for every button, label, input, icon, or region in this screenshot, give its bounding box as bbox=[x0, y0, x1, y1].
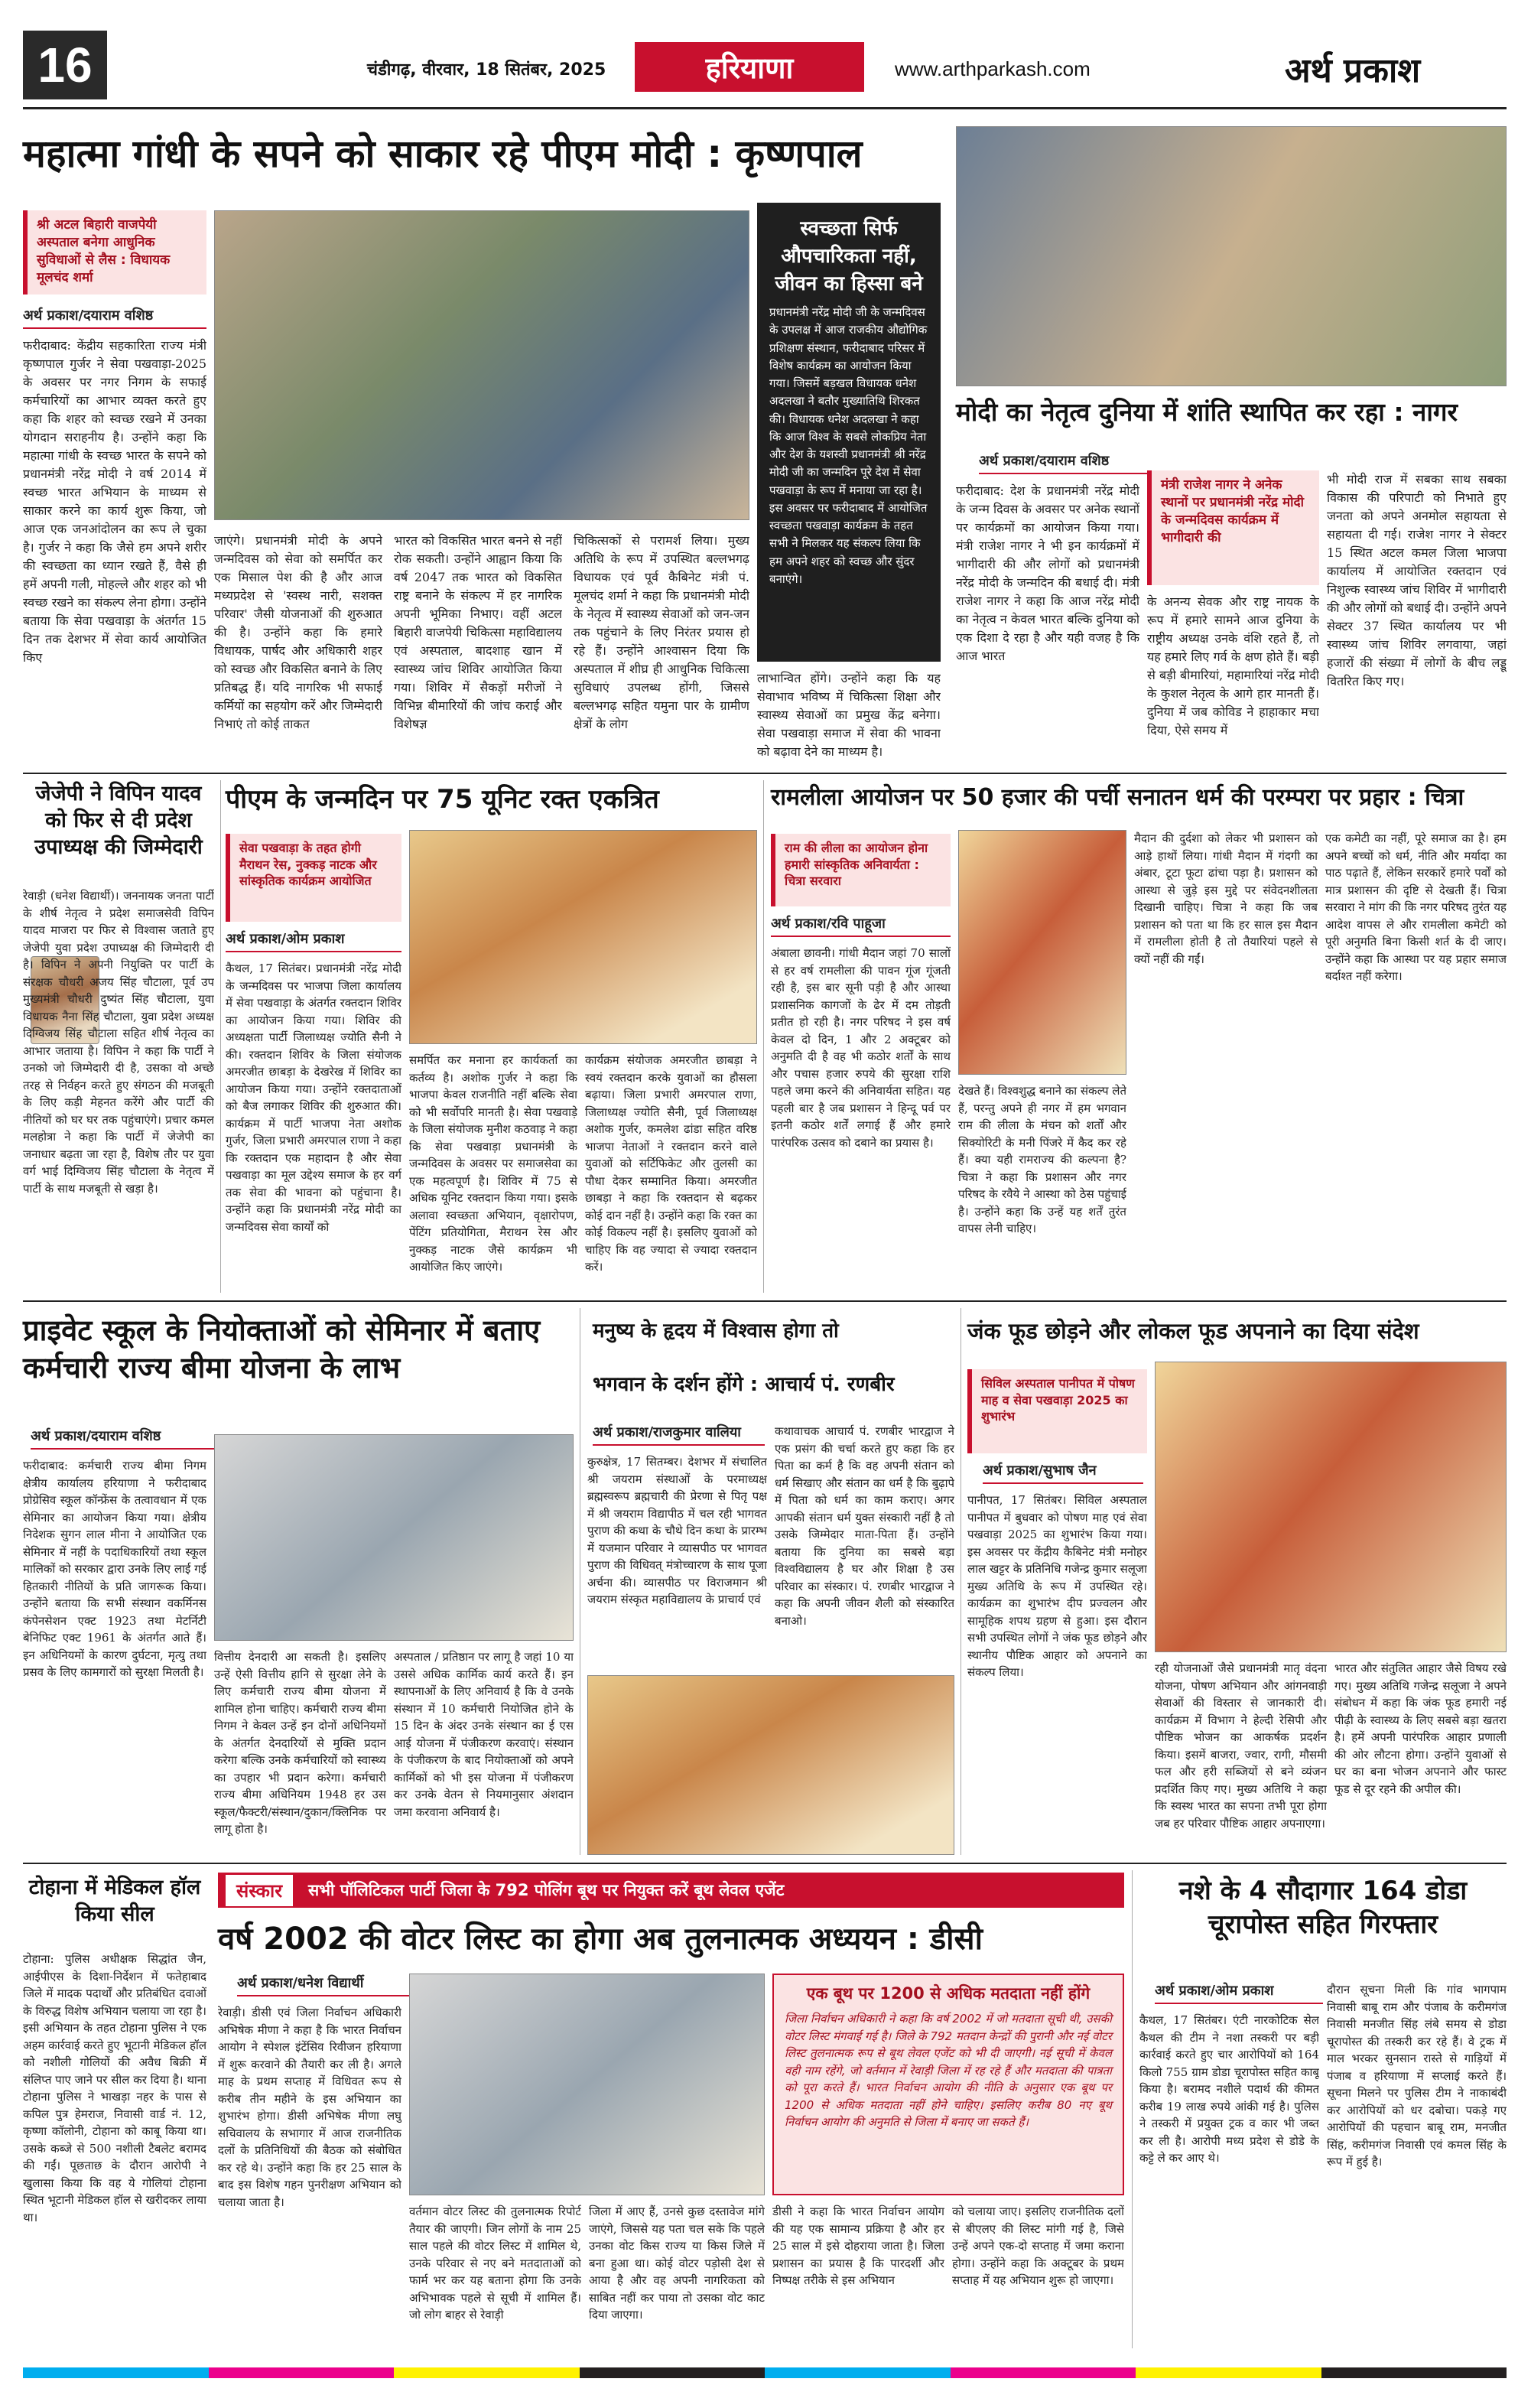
voter-body-col3: जिला में आए हैं, उनसे कुछ दस्तावेज मांगे जाएंगे, जिससे यह पता चल सके कि पहले उनका वोट किस राज्य या किस जिले में बना हुआ था। कोई वोटर पड़ोसी देश से आया है और वह अपनी नागरिकता को साबित नहीं कर पाया तो उसका वोट काट दिया जाएगा। bbox=[589, 2205, 765, 2322]
color-swatch bbox=[951, 2367, 1136, 2378]
col-divider-5 bbox=[1132, 1870, 1133, 2348]
lead-headline: महात्मा गांधी के सपने को साकार रहे पीएम मोदी : कृष्णपाल bbox=[23, 132, 863, 176]
blood-subhead-box: सेवा पखवाड़ा के तहत होगी मैराथन रेस, नुक्कड़ नाटक और सांस्कृतिक कार्यक्रम आयोजित bbox=[226, 834, 401, 922]
voter-banner-tag: संस्कार bbox=[226, 1875, 293, 1906]
dharm-headline-2: भगवान के दर्शन होंगे : आचार्य पं. रणबीर bbox=[593, 1373, 895, 1396]
nagar-photo bbox=[956, 126, 1507, 386]
lead-body-col5: लाभान्वित होंगे। उन्होंने कहा कि यह सेवाभाव भविष्य में चिकित्सा शिक्षा और स्वास्थ्य सेवाओं का प्रमुख केंद्र बनेगा। सेवा पखवाड़ा समाज में सेवा की भावना को बढ़ावा देने का माध्यम है। bbox=[757, 671, 941, 759]
voter-body-col5: को चलाया जाए। इसलिए राजनीतिक दलों से बीएलए की लिस्ट मांगी गई है, जिसे उन्हें अपने एक-दो सप्ताह में जमा कराना होगा। उन्होंने कहा कि अक्टूबर के प्रथम सप्ताह में यह अभियान शुरू हो जाएगा। bbox=[952, 2205, 1124, 2287]
ramlila-portrait bbox=[958, 830, 1126, 1075]
col-divider-2 bbox=[763, 780, 764, 1293]
nagar-body-col1: फरीदाबाद: देश के प्रधानमंत्री नरेंद्र मोदी के जन्म दिवस के अवसर पर अनेक स्थानों पर कार्यक्रमों का आयोजन किया गया। मंत्री राजेश नागर ने भी इन कार्यक्रमों में भागीदारी की और लोगों को प्रधानमंत्री नरेंद्र मोदी के जन्मदिन की बधाई दी। मंत्री राजेश नागर ने कहा कि आज नरेंद्र मोदी का नेतृत्व न केवल भारत बल्कि दुनिया को एक दिशा दे रहा है और यही वजह है कि आज भारत bbox=[956, 483, 1139, 663]
lead-photo-cleanliness bbox=[214, 210, 749, 520]
blood-byline: अर्थ प्रकाश/ओम प्रकाश bbox=[226, 929, 401, 952]
dharm-headline-1: मनुष्य के हृदय में विश्वास होगा तो bbox=[593, 1320, 839, 1342]
dharm-body-col1: कुरुक्षेत्र, 17 सितम्बर। देशभर में संचालित श्री जयराम संस्थाओं के परमाध्यक्ष ब्रह्मस्वरूप ब्रह्मचारी की प्रेरणा से पितृ पक्ष में श्री जयराम विद्यापीठ में चल रही भागवत पुराण की कथा के चौथे दिन कथा के प्रारम्भ में यजमान परिवार ने व्यासपीठ पर भागवत पुराण की विधिवत् मंत्रोच्चारण के साथ पूजा अर्चना की। व्यासपीठ पर विराजमान श्री जयराम संस्कृत महाविद्यालय के प्राचार्य एवं bbox=[587, 1455, 767, 1606]
col-divider-1 bbox=[220, 780, 221, 1293]
ramlila-body-col4: एक कमेटी का नहीं, पूरे समाज का है। हम अपने बच्चों को धर्म, नीति और मर्यादा का पाठ पढ़ाते हैं, लेकिन सरकारें हमारे पर्वों को मात्र प्रशासन की दृष्टि से देखती हैं। चित्रा सरवारा ने मांग की कि नगर परिषद तुरंत यह आदेश वापस ले और रामलीला कमेटी को पूरी अनुमति बिना किसी शर्त के दी जाए। उन्होंने कहा कि आस्था पर यह प्रहार समाज बर्दाश्त नहीं करेगा। bbox=[1325, 831, 1507, 983]
ramlila-body-col1: अंबाला छावनी। गांधी मैदान जहां 70 सालों से हर वर्ष रामलीला की पावन गूंज गूंजती रही है, इस बार सूनी पड़ी है और आस्था प्रशासनिक कागजों के ढेर में दम तोड़ती प्रतीत हो रही है। नगर परिषद ने इस वर्ष केवल दो दिन, 1 और 2 अक्टूबर को अनुमति दी है वह भी कठोर शर्तों के साथ और पचास हजार रुपये की सुरक्षा राशि पहले जमा करने की अनिवार्यता सहित। यह पहली बार है जब प्रशासन ने हिन्दू पर्व पर इतनी कठोर शर्तें लगाई हैं और हमारे पारंपरिक उत्सव को दबाने का प्रयास है। bbox=[771, 946, 951, 1150]
blood-body-col1: कैथल, 17 सितंबर। प्रधानमंत्री नरेंद्र मोदी के जन्मदिवस पर भाजपा जिला कार्यालय में सेवा पखवाड़ा के अंतर्गत रक्तदान शिविर का आयोजन किया गया। शिविर की अध्यक्षता पार्टी जिलाध्यक्ष ज्योति सैनी ने की। रक्तदान शिविर के जिला संयोजक अमरजीत छाबड़ा के देखरेख में शिविर का आयोजन किया गया। उन्होंने रक्तदाताओं को बैज लगाकर शिविर की शुरुआत की। कार्यक्रम में पार्टी भाजपा नेता अशोक गुर्जर, जिला प्रभारी अमरपाल राणा ने कहा कि रक्तदान एक महादान है और सेवा पखवाड़ा का मूल उद्देश्य समाज के हर वर्ग तक सेवा की भावना को पहुंचाना है। उन्होंने कहा कि प्रधानमंत्री नरेंद्र मोदी का जन्मदिवस सेवा कार्यों को bbox=[226, 962, 401, 1234]
dharm-body-col2: कथावाचक आचार्य पं. रणबीर भारद्वाज ने एक प्रसंग की चर्चा करते हुए कहा कि हर पिता का कर्म है कि वह अपनी संतान को धर्म सिखाए और संतान का धर्म है कि बुढ़ापे में पिता को धर्म का काम कराए। अगर आपकी संतान धर्म युक्त संस्कारी नहीं है तो उसके जिम्मेदार माता-पिता हैं। उन्होंने बताया कि दुनिया का सबसे बड़ा विश्वविद्यालय है घर और शिक्षा है उस परिवार का संस्कार। पं. रणबीर भारद्वाज ने कहा कि अपनी जीवन शैली को संस्कारित बनाओ। bbox=[775, 1424, 954, 1628]
voter-byline: अर्थ प्रकाश/धनेश विद्यार्थी bbox=[237, 1974, 436, 1996]
voter-highlight-box bbox=[772, 1974, 1124, 2195]
esi-body-col1: फरीदाबाद: कर्मचारी राज्य बीमा निगम क्षेत्रीय कार्यालय हरियाणा ने फरीदाबाद प्रोग्रेसिव स्कूल कॉन्फ्रेंस के तत्वावधान में एक सेमिनार का आयोजन किया गया। क्षेत्रीय निदेशक सुगन लाल मीना ने आयोजित एक सेमिनार में नहीं के पदाधिकारियों तथा स्कूल मालिकों को सरकार द्वारा उनके लिए लाई गई हितकारी नीतियों के प्रति जागरूक किया। उन्होंने बताया कि सभी संस्थान वकर्मिनस कंपेनसेशन एक्ट 1923 तथा मेटर्निटी बेनिफिट एक्ट 1961 के अंतर्गत आते हैं। इन अधिनियमों के कारण दुर्घटना, मृत्यु तथा प्रसव के लिए कामगारों को सुरक्षा मिलती है। bbox=[23, 1459, 206, 1679]
ramlila-body-col2: देखते हैं। विश्वशुद्ध बनाने का संकल्प लेते हैं, परन्तु अपने ही नगर में हम भगवान राम की लीला के मंचन को शर्तों और सिक्योरिटी के मनी पिंजरे में कैद कर रहे हैं। क्या यही रामराज्य की कल्पना है? चित्रा ने कहा कि प्रशासन और नगर परिषद के रवैये ने आस्था को ठेस पहुंचाई है। उन्होंने कहा कि उन्हें यह शर्तें तुरंत वापस लेनी चाहिए। bbox=[958, 1084, 1126, 1235]
drug-body-col2: दौरान सूचना मिली कि गांव भागपाम निवासी बाबू राम और पंजाब के करीमगंज निवासी मनजीत सिंह लंबे समय से डोडा चूरापोस्त की तस्करी कर रहे हैं। वे ट्रक में माल भरकर सुनसान रास्ते से गाड़ियों में पंजाब व हरियाणा में सप्लाई करते हैं। सूचना मिलने पर पुलिस टीम ने नाकाबंदी कर आरोपियों को धर दबोचा। पकड़े गए आरोपियों की पहचान बाबू राम, मनजीत सिंह, करीमगंज निवासी एवं कमल सिंह के रूप में हुई है। bbox=[1327, 1983, 1507, 2169]
color-swatch bbox=[765, 2367, 951, 2378]
website-url[interactable]: www.arthparkash.com bbox=[895, 57, 1091, 80]
lead-body-col1: फरीदाबाद: केंद्रीय सहकारिता राज्य मंत्री कृष्णपाल गुर्जर ने सेवा पखवाड़ा-2025 के अवसर पर नगर निगम के सफाई कर्मचारियों का आभार व्यक्त करते हुए कहा कि शहर को स्वच्छ रखने में उनका योगदान सराहनीय है। उन्होंने कहा कि महात्मा गांधी के स्वच्छ भारत के सपने को प्रधानमंत्री नरेंद्र मोदी ने वर्ष 2014 में स्वच्छ भारत अभियान के माध्यम से साकार करने का कार्य शुरू किया, जो आज एक जनआंदोलन का रूप ले चुका है। गुर्जर ने कहा कि जैसे हम अपने शरीर की स्वच्छता का ध्यान रखते हैं, वैसे ही हमें अपनी गली, मोहल्ले और शहर को भी स्वच्छ रखने का संकल्प लेना होगा। उन्होंने बताया कि सेवा पखवाड़ा के अंतर्गत 15 दिन तक देशभर में सेवा कार्य आयोजित किए bbox=[23, 338, 206, 665]
nagar-body-col3: भी मोदी राज में सबका साथ सबका विकास की परिपाटी को निभाते हुए जनता को अपने अनमोल सहायता से सहायता दी गई। राजेश नागर ने सेक्टर 15 स्थित अटल कमल जिला भाजपा कार्यालय में आयोजित रक्तदान एवं निशुल्क स्वास्थ्य जांच शिविर में भागीदारी की और लोगों को बधाई दी। उन्होंने अपने सेक्टर 37 स्थित कार्यालय पर भी स्वास्थ्य जांच शिविर लगवाया, जहां हजारों की संख्या में लोगों के बीच लड्डू वितरित किए गए। bbox=[1327, 472, 1507, 688]
date-line: चंडीगढ़, वीरवार, 18 सितंबर, 2025 bbox=[367, 60, 606, 80]
voter-banner-text: सभी पॉलिटिकल पार्टी जिला के 792 पोलिंग बूथ पर नियुक्त करें बूथ लेवल एजेंट bbox=[308, 1881, 785, 1899]
tohana-body: टोहाना: पुलिस अधीक्षक सिद्धांत जैन, आईपीएस के दिशा-निर्देशन में फतेहाबाद जिले में मादक पदार्थों और प्रतिबंधित दवाओं के विरुद्ध विशेष अभियान चलाया जा रहा है। इसी अभियान के तहत टोहाना पुलिस ने एक अहम कार्रवाई करते हुए भूटानी मेडिकल हॉल को नशीली गोलियों की अवैध बिक्री में संलिप्त पाए जाने पर सील कर दिया है। थाना टोहाना पुलिस ने भाखड़ा नहर के पास से कपिल पुत्र हेमराज, निवासी वार्ड नं. 12, कृष्णा कॉलोनी, टोहाना को काबू किया था। उसके कब्जे से 500 नशीली टैबलेट बरामद की गईं। पूछताछ के दौरान आरोपी ने खुलासा किया कि वह ये गोलियां टोहाना स्थित भूटानी मेडिकल हॉल से खरीदकर लाया था। bbox=[23, 1952, 206, 2224]
esi-headline: प्राइवेट स्कूल के नियोक्ताओं को सेमिनार में बताए कर्मचारी राज्य बीमा योजना के लाभ bbox=[23, 1313, 541, 1385]
blood-body-col3: कार्यक्रम संयोजक अमरजीत छाबड़ा ने स्वयं रक्तदान करके युवाओं का हौसला बढ़ाया। जिला प्रभारी अमरपाल राणा, जिलाध्यक्ष ज्योति सैनी, पूर्व जिलाध्यक्ष अशोक गुर्जर, कमलेश ढांडा सहित वरिष्ठ भाजपा नेताओं ने रक्तदान करने वाले युवाओं को सर्टिफिकेट और तुलसी का पौधा देकर सम्मानित किया। अमरजीत छाबड़ा ने कहा कि रक्तदान से बढ़कर कोई दान नहीं है। उन्होंने कहा कि रक्त का कोई विकल्प नहीं है। इसलिए युवाओं को चाहिए कि वह ज्यादा से ज्यादा रक्तदान करें। bbox=[585, 1053, 757, 1274]
esi-body-col2: वित्तीय देनदारी आ सकती है। इसलिए उन्हें ऐसी वित्तीय हानि से सुरक्षा लेने के लिए कर्मचारी राज्य बीमा योजना में शामिल होना चाहिए। कर्मचारी राज्य बीमा निगम ने केवल उन्हें इन दोनों अधिनियमों के अंतर्गत देनदारियों से मुक्ति प्रदान करेगा बल्कि उनके कर्मचारियों को स्वास्थ्य का उपहार भी प्रदान करेगा। कर्मचारी राज्य बीमा अधिनियम 1948 हर उस स्कूल/फैक्टरी/संस्थान/दुकान/क्लिनिक पर लागू होता है। bbox=[214, 1650, 386, 1836]
masthead-rule bbox=[23, 107, 1507, 109]
page-number: 16 bbox=[23, 31, 107, 99]
jjp-headline: जेजेपी ने विपिन यादव को फिर से दी प्रदेश उपाध्यक्ष की जिम्मेदारी bbox=[34, 782, 203, 860]
junkfood-headline: जंक फूड छोड़ने और लोकल फूड अपनाने का दिया संदेश bbox=[967, 1318, 1419, 1344]
lead-byline: अर्थ प्रकाश/दयाराम वशिष्ठ bbox=[23, 306, 206, 329]
row-divider-1 bbox=[23, 773, 1507, 774]
voter-banner bbox=[218, 1873, 1124, 1908]
cleanliness-sidebar-text: प्रधानमंत्री नरेंद्र मोदी जी के जन्मदिवस के उपलक्ष में आज राजकीय औद्योगिक प्रशिक्षण संस्थान, फरीदाबाद परिसर में विशेष कार्यक्रम का आयोजन किया गया। जिसमें बड़खल विधायक धनेश अदलखा ने बतौर मुख्यातिथि शिरकत की। विधायक धनेश अदलखा ने कहा कि आज विश्व के सबसे लोकप्रिय नेता और देश के यशस्वी प्रधानमंत्री श्री नरेंद्र मोदी जी का जन्मदिन पूरे देश में सेवा पखवाड़ा के रूप में मनाया जा रहा है। इस अवसर पर फरीदाबाद में आयोजित स्वच्छता पखवाड़ा कार्यक्रम के तहत सभी ने मिलकर यह संकल्प लिया कि हम अपने शहर को स्वच्छ और सुंदर बनाएंगे। bbox=[769, 305, 928, 586]
color-swatch bbox=[1136, 2367, 1321, 2378]
ramlila-body-col3: मैदान की दुर्दशा को लेकर भी प्रशासन को आड़े हाथों लिया। गांधी मैदान में गंदगी का अंबार, टूटा फूटा ढांचा पड़ा है। प्रशासन को आस्था से जुड़े इस मुद्दे पर संवेदनशीलता दिखानी चाहिए। चित्रा ने कहा कि जब प्रशासन को पता था कि हर साल इस मैदान में रामलीला होती है तो तैयारियां पहले से क्यों नहीं की गईं। bbox=[1134, 831, 1318, 966]
ramlila-subhead-box: राम की लीला का आयोजन होना हमारी सांस्कृतिक अनिवार्यता : चित्रा सरवारा bbox=[771, 834, 951, 906]
blood-photo bbox=[409, 830, 757, 1044]
esi-byline: अर्थ प्रकाश/दयाराम वशिष्ठ bbox=[31, 1427, 229, 1450]
junkfood-subhead-box: सिविल अस्पताल पानीपत में पोषण माह व सेवा पखवाड़ा 2025 का शुभारंभ bbox=[967, 1369, 1147, 1453]
blood-headline: पीएम के जन्मदिन पर 75 यूनिट रक्त एकत्रित bbox=[226, 784, 659, 815]
color-swatch bbox=[209, 2367, 395, 2378]
voter-body-col1: रेवाड़ी। डीसी एवं जिला निर्वाचन अधिकारी अभिषेक मीणा ने कहा है कि भारत निर्वाचन आयोग ने स्पेशल इंटेंसिव रिवीजन हरियाणा में शुरू करवाने की तैयारी कर ली है। अगले माह के प्रथम सप्ताह में विधिवत रूप से करीब तीन महीने के इस अभियान का शुभारंभ होगा। डीसी अभिषेक मीणा लघु सचिवालय के सभागार में आज राजनीतिक दलों के प्रतिनिधियों की बैठक को संबोधित कर रहे थे। उन्होंने कहा कि हर 25 साल के बाद इस विशेष गहन पुनरीक्षण अभियान को चलाया जाता है। bbox=[218, 2006, 401, 2209]
tohana-headline: टोहाना में मेडिकल हॉल किया सील bbox=[28, 1876, 201, 1927]
voter-body-col2: वर्तमान वोटर लिस्ट की तुलनात्मक रिपोर्ट तैयार की जाएगी। जिन लोगों के नाम 25 साल पहले की वोटर लिस्ट में शामिल थे, उनके परिवार से नए बने मतदाताओं को फार्म भर कर यह बताना होगा कि उनके अभिभावक पहले से सूची में शामिल हैं। जो लोग बाहर से रेवाड़ी bbox=[409, 2205, 581, 2322]
ramlila-headline: रामलीला आयोजन पर 50 हजार की पर्ची सनातन धर्म की परम्परा पर प्रहार : चित्रा bbox=[771, 784, 1464, 811]
esi-body-col3: अस्पताल / प्रतिष्ठान पर लागू है जहां 10 या उससे अधिक कार्मिक कार्य करते हैं। इन स्थापनाओं के लिए अनिवार्य है कि वे उनके संस्थान में 10 कर्मचारी नियोजित होने के 15 दिन के अंदर उनके संस्थान का ई एस आई योजना में पंजीकरण करवाएं। संस्थान के पंजीकरण के बाद नियोक्ताओं को अपने कार्मिकों को भी इस योजना में पंजीकरण कर उनके वेतन से नियमानुसार अंशदान जमा करवाना अनिवार्य है। bbox=[394, 1650, 574, 1819]
voter-photo bbox=[409, 1974, 765, 2195]
print-color-strip bbox=[23, 2367, 1507, 2378]
lead-body-col2: जाएंगे। प्रधानमंत्री मोदी के अपने जन्मदिवस को सेवा को समर्पित कर एक मिसाल पेश की है और आज मध्यप्रदेश से 'स्वस्थ नारी, सशक्त परिवार' जैसी योजनाओं की शुरुआत की है। उन्होंने कहा कि हमारे विधायक, पार्षद और अधिकारी शहर को स्वच्छ और विकसित बनाने के लिए प्रतिबद्ध हैं। यदि नागरिक भी सफाई कर्मियों का सहयोग करें और जिम्मेदारी निभाएं तो कोई ताकत bbox=[214, 533, 382, 731]
voter-highlight-text: जिला निर्वाचन अधिकारी ने कहा कि वर्ष 2002 में जो मतदाता सूची थी, उसकी वोटर लिस्ट मंगवाई गई है। जिले के 792 मतदान केन्द्रों की पुरानी और नई वोटर लिस्ट तुलनात्मक रूप से बूथ लेवल एजेंट को भी दी जाएगी। नई सूची में केवल वही नाम रहेंगे, जो वर्तमान में रेवाड़ी जिला में रह रहे हैं और मतदाता की पात्रता को पूरा करते हैं। भारत निर्वाचन आयोग की नीति के अनुसार एक बूथ पर 1200 से अधिक मतदाता नहीं होने चाहिए। इसलिए करीब 80 नए बूथ निर्वाचन आयोग की अनुमति से जिला में बनाए जा सकते हैं। bbox=[785, 2012, 1112, 2129]
drug-byline: अर्थ प्रकाश/ओम प्रकाश bbox=[1155, 1981, 1323, 2004]
color-swatch bbox=[580, 2367, 766, 2378]
dharm-photo bbox=[587, 1675, 954, 1855]
lead-body-col4: चिकित्सकों से परामर्श लिया। मुख्य अतिथि के रूप में उपस्थित बल्लभगढ़ विधायक एवं पूर्व कैबिनेट मंत्री पं. मूलचंद शर्मा ने कहा कि प्रधानमंत्री मोदी के नेतृत्व में स्वास्थ्य सेवाओं को जन-जन तक पहुंचाने के लिए निरंतर प्रयास हो रहे हैं। उन्होंने आश्वासन दिया कि अस्पताल में शीघ्र ही आधुनिक चिकित्सा सुविधाएं उपलब्ध होंगी, जिससे बल्लभगढ़ सहित यमुना पार के ग्रामीण क्षेत्रों के लोग bbox=[574, 533, 749, 731]
newspaper-logo: अर्थ प्रकाश bbox=[1285, 51, 1421, 90]
blood-body-col2: समर्पित कर मनाना हर कार्यकर्ता का कर्तव्य है। अशोक गुर्जर ने कहा कि भाजपा केवल राजनीति नहीं बल्कि सेवा को भी सर्वोपरि मानती है। सेवा पखवाड़े के जिला संयोजक मुनीश कठवाड़ ने कहा कि सेवा पखवाड़ा प्रधानमंत्री के जन्मदिवस के अवसर पर समाजसेवा का एक महत्वपूर्ण है। शिविर में 75 से अधिक यूनिट रक्तदान किया गया। इसके अलावा स्वच्छता अभियान, वृक्षारोपण, पेंटिंग प्रतियोगिता, मैराथन रेस और नुक्कड़ नाटक जैसे कार्यक्रम भी आयोजित किए जाएंगे। bbox=[409, 1053, 577, 1274]
junkfood-photo bbox=[1155, 1362, 1507, 1652]
drug-body-col1: कैथल, 17 सितंबर। एंटी नारकोटिक सेल कैथल की टीम ने नशा तस्करी पर बड़ी कार्रवाई करते हुए चार आरोपियों को 164 किलो 755 ग्राम डोडा चूरापोस्त सहित काबू किया है। बरामद नशीले पदार्थ की कीमत करीब 19 लाख रुपये आंकी गई है। पुलिस ने तस्करी में प्रयुक्त ट्रक व कार भी जब्त कर ली है। आरोपी मध्य प्रदेश से डोडे के कट्टे ले कर आए थे। bbox=[1139, 2013, 1319, 2165]
color-swatch bbox=[394, 2367, 580, 2378]
cleanliness-sidebar-title: स्वच्छता सिर्फ औपचारिकता नहीं, जीवन का हिस्सा बने bbox=[775, 217, 923, 295]
junkfood-body-col2: रही योजनाओं जैसे प्रधानमंत्री मातृ वंदना योजना, पोषण अभियान और आंगनवाड़ी सेवाओं की विस्तार से जानकारी दी। कार्यक्रम में विभाग ने हेल्दी रेसिपी और पौष्टिक भोजन का आकर्षक प्रदर्शन किया। इसमें बाजरा, ज्वार, रागी, मौसमी फल और हरी सब्जियों से बने व्यंजन प्रदर्शित किए गए। मुख्य अतिथि ने कहा कि स्वस्थ भारत का सपना तभी पूरा होगा जब हर परिवार पौष्टिक आहार अपनाएगा। bbox=[1155, 1661, 1327, 1830]
junkfood-byline: अर्थ प्रकाश/सुभाष जैन bbox=[983, 1461, 1143, 1484]
color-swatch bbox=[1321, 2367, 1507, 2378]
cleanliness-sidebar bbox=[757, 203, 941, 662]
nagar-byline: अर्थ प्रकाश/दयाराम वशिष्ठ bbox=[979, 451, 1224, 474]
ramlila-byline: अर्थ प्रकाश/रवि पाहूजा bbox=[771, 914, 951, 937]
junkfood-body-col3: भारत और संतुलित आहार जैसे विषय रखे गए। मुख्य अतिथि गजेन्द्र सलूजा ने अपने संबोधन में कहा कि जंक फूड हमारी नई पीढ़ी के स्वास्थ्य के लिए सबसे बड़ा खतरा है। हमें अपनी पारंपरिक आहार प्रणाली की ओर लौटना होगा। उन्होंने युवाओं से घर का बना भोजन अपनाने और फास्ट फूड से दूर रहने की अपील की। bbox=[1334, 1661, 1507, 1796]
voter-body-col4: डीसी ने कहा कि भारत निर्वाचन आयोग की यह एक सामान्य प्रक्रिया है और हर 25 साल में इसे दोहराया जाता है। जिला प्रशासन का प्रयास है कि पारदर्शी और निष्पक्ष तरीके से इस अभियान bbox=[772, 2205, 944, 2287]
voter-headline: वर्ष 2002 की वोटर लिस्ट का होगा अब तुलनात्मक अध्ययन : डीसी bbox=[218, 1922, 983, 1957]
drug-headline: नशे के 4 सौदागार 164 डोडा चूरापोस्त सहित गिरफ्तार bbox=[1178, 1876, 1468, 1941]
esi-photo bbox=[214, 1434, 574, 1641]
nagar-subhead-box: मंत्री राजेश नागर ने अनेक स्थानों पर प्रधानमंत्री नरेंद्र मोदी के जन्मदिवस कार्यक्रम में भागीदारी की bbox=[1147, 470, 1319, 585]
row-divider-2 bbox=[23, 1300, 1507, 1302]
color-swatch bbox=[23, 2367, 209, 2378]
lead-subhead-box: श्री अटल बिहारी वाजपेयी अस्पताल बनेगा आधुनिक सुविधाओं से लैस : विधायक मूलचंद शर्मा bbox=[23, 210, 206, 294]
jjp-body: रेवाड़ी (धनेश विद्यार्थी)। जननायक जनता पार्टी के शीर्ष नेतृत्व ने प्रदेश समाजसेवी विपिन यादव माजरा पर फिर से विश्वास जताते हुए जेजेपी युवा प्रदेश उपाध्यक्ष की जिम्मेदारी दी है। विपिन ने अपनी नियुक्ति पर पार्टी के संरक्षक चौधरी अजय सिंह चौटाला, पूर्व उप मुख्यमंत्री चौधरी दुष्यंत सिंह चौटाला, युवा विधायक नैना सिंह चौटाला, युवा प्रदेश अध्यक्ष दिग्विजय सिंह चौटाला सहित शीर्ष नेतृत्व का आभार जताया है। विपिन ने कहा कि पार्टी ने उनको जो जिम्मेदारी दी है, उसका वो अच्छे तरह से निर्वहन करते हुए संगठन की मजबूती के लिए कड़ी मेहनत करेंगे और पार्टी की नीतियों को घर घर तक पहुंचाएंगे। प्रचार कमल मलहोत्रा ने कहा कि पार्टी में जेजेपी का जनाधार बढ़ता जा रहा है, विशेष तौर पर युवा वर्ग भाई दिग्विजय सिंह चौटाला के नेतृत्व में पार्टी के साथ मजबूती से खड़ा है। bbox=[23, 889, 214, 1196]
voter-highlight-title: एक बूथ पर 1200 से अधिक मतदाता नहीं होंगे bbox=[806, 1984, 1091, 2003]
section-label: हरियाणा bbox=[635, 42, 864, 92]
lead-body-col3: भारत को विकसित भारत बनने से नहीं रोक सकती। उन्होंने आह्वान किया कि वर्ष 2047 तक भारत को विकसित राष्ट्र बनाने के संकल्प में हर नागरिक अपनी भूमिका निभाए। वहीं अटल बिहारी वाजपेयी चिकित्सा महाविद्यालय एवं अस्पताल, बादशाह खान में स्वास्थ्य जांच शिविर आयोजित किया गया। शिविर में सैकड़ों मरीजों ने विभिन्न बीमारियों की जांच कराई और विशेषज्ञ bbox=[394, 533, 562, 731]
dharm-byline: अर्थ प्रकाश/राजकुमार वालिया bbox=[593, 1423, 765, 1446]
junkfood-body-col1: पानीपत, 17 सितंबर। सिविल अस्पताल पानीपत में बुधवार को पोषण माह एवं सेवा पखवाड़ा 2025 का शुभारंभ किया गया। इस अवसर पर केंद्रीय कैबिनेट मंत्री मनोहर लाल खट्टर के प्रतिनिधि गजेन्द्र कुमार सलूजा मुख्य अतिथि के रूप में उपस्थित रहे। कार्यक्रम का शुभारंभ दीप प्रज्वलन और सामूहिक शपथ ग्रहण से हुआ। इस दौरान सभी उपस्थित लोगों ने जंक फूड छोड़ने और स्थानीय पौष्टिक आहार को अपनाने का संकल्प लिया। bbox=[967, 1493, 1147, 1679]
nagar-body-col2: के अनन्य सेवक और राष्ट्र नायक के रूप में हमारे सामने आज दुनिया के राष्ट्रीय अध्यक्ष उनके वंशि रहते हैं, तो यह हमारे लिए गर्व के क्षण होते हैं। बड़ी से बड़ी बीमारियां, महामारियां नरेंद्र मोदी के कुशल नेतृत्व के आगे हार मानती हैं। दुनिया में जब कोविड ने हाहाकार मचा दिया, ऐसे समय में bbox=[1147, 594, 1319, 737]
nagar-headline: मोदी का नेतृत्व दुनिया में शांति स्थापित कर रहा : नागर bbox=[956, 397, 1458, 427]
row-divider-3 bbox=[23, 1863, 1507, 1864]
